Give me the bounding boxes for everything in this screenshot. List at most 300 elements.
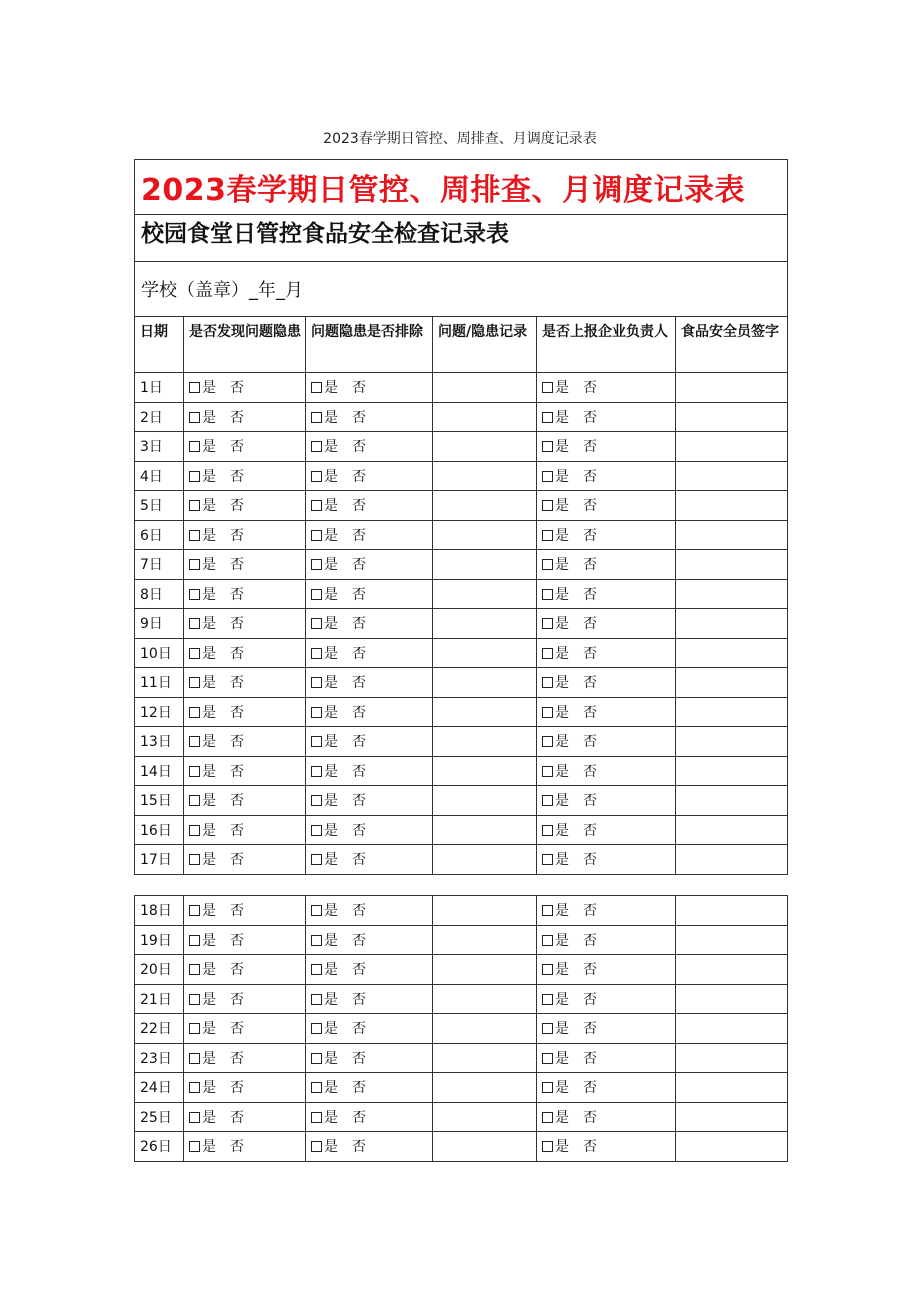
checkbox-icon[interactable]: [189, 530, 200, 541]
option-no-label[interactable]: 否: [352, 409, 366, 426]
option-no-label[interactable]: 否: [352, 586, 366, 603]
table-body-part1: [135, 373, 788, 875]
option-yes-label[interactable]: 是: [324, 586, 338, 603]
checkbox-icon[interactable]: [189, 1023, 200, 1034]
option-yes-label[interactable]: 是: [555, 616, 569, 633]
option-yes-label[interactable]: 是: [555, 380, 569, 397]
officer-signature-cell[interactable]: [676, 697, 788, 727]
checkbox-icon[interactable]: [542, 854, 553, 865]
checkbox-icon[interactable]: [189, 964, 200, 975]
checkbox-icon[interactable]: [311, 559, 322, 570]
hazard-record-cell[interactable]: [433, 845, 537, 875]
option-no-label[interactable]: 否: [583, 645, 597, 662]
checkbox-icon[interactable]: [311, 795, 322, 806]
option-yes-label[interactable]: 是: [324, 704, 338, 721]
checkbox-icon[interactable]: [311, 854, 322, 865]
option-no-label[interactable]: 否: [583, 822, 597, 839]
option-yes-label[interactable]: 是: [202, 763, 216, 780]
option-no-label[interactable]: 否: [352, 962, 366, 979]
option-yes-label[interactable]: 是: [202, 1021, 216, 1038]
option-no-label[interactable]: 否: [230, 704, 244, 721]
school-stamp-line[interactable]: 学校（盖章）_年_月: [135, 262, 788, 317]
option-yes-label[interactable]: 是: [324, 1021, 338, 1038]
hazard-record-cell[interactable]: [433, 1102, 537, 1132]
checkbox-icon[interactable]: [542, 766, 553, 777]
option-yes-label[interactable]: 是: [324, 822, 338, 839]
checkbox-icon[interactable]: [189, 1082, 200, 1093]
checkbox-icon[interactable]: [311, 707, 322, 718]
option-yes-label[interactable]: 是: [324, 793, 338, 810]
option-yes-label[interactable]: 是: [324, 557, 338, 574]
hazard-record-cell[interactable]: [433, 550, 537, 580]
option-no-label[interactable]: 否: [230, 763, 244, 780]
option-no-label[interactable]: 否: [352, 616, 366, 633]
option-no-label[interactable]: 否: [583, 991, 597, 1008]
option-no-label[interactable]: 否: [583, 704, 597, 721]
hazard-record-cell[interactable]: [433, 432, 537, 462]
option-no-label[interactable]: 否: [583, 1021, 597, 1038]
checkbox-icon[interactable]: [311, 825, 322, 836]
checkbox-icon[interactable]: [189, 441, 200, 452]
hazard-record-cell[interactable]: [433, 896, 537, 926]
checkbox-icon[interactable]: [542, 618, 553, 629]
checkbox-icon[interactable]: [542, 994, 553, 1005]
officer-signature-cell[interactable]: [676, 815, 788, 845]
option-no-label[interactable]: 否: [230, 675, 244, 692]
officer-signature-cell[interactable]: [676, 1102, 788, 1132]
option-yes-label[interactable]: 是: [202, 1080, 216, 1097]
option-yes-label[interactable]: 是: [555, 498, 569, 515]
officer-signature-cell[interactable]: [676, 1073, 788, 1103]
officer-signature-cell[interactable]: [676, 845, 788, 875]
option-no-label[interactable]: 否: [583, 793, 597, 810]
option-yes-label[interactable]: 是: [324, 1109, 338, 1126]
checkbox-icon[interactable]: [542, 441, 553, 452]
checkbox-icon[interactable]: [542, 471, 553, 482]
checkbox-icon[interactable]: [311, 382, 322, 393]
checkbox-icon[interactable]: [542, 964, 553, 975]
checkbox-icon[interactable]: [311, 1141, 322, 1152]
option-no-label[interactable]: 否: [352, 557, 366, 574]
officer-signature-cell[interactable]: [676, 609, 788, 639]
option-no-label[interactable]: 否: [583, 1080, 597, 1097]
option-no-label[interactable]: 否: [583, 932, 597, 949]
reported-to-manager-options: [542, 959, 597, 979]
option-no-label[interactable]: 否: [230, 527, 244, 544]
option-yes-label[interactable]: 是: [202, 557, 216, 574]
checkbox-icon[interactable]: [189, 589, 200, 600]
option-yes-label[interactable]: 是: [324, 1139, 338, 1156]
hazard-record-cell[interactable]: [433, 1132, 537, 1162]
option-yes-label[interactable]: 是: [202, 498, 216, 515]
option-yes-label[interactable]: 是: [202, 675, 216, 692]
officer-signature-cell[interactable]: [676, 638, 788, 668]
option-no-label[interactable]: 否: [352, 498, 366, 515]
option-no-label[interactable]: 否: [352, 675, 366, 692]
option-no-label[interactable]: 否: [230, 822, 244, 839]
checkbox-icon[interactable]: [311, 736, 322, 747]
officer-signature-cell[interactable]: [676, 925, 788, 955]
option-no-label[interactable]: 否: [352, 704, 366, 721]
officer-signature-cell[interactable]: [676, 1043, 788, 1073]
hazard-record-cell[interactable]: [433, 697, 537, 727]
checkbox-icon[interactable]: [189, 994, 200, 1005]
option-yes-label[interactable]: 是: [202, 903, 216, 920]
option-yes-label[interactable]: 是: [324, 439, 338, 456]
option-no-label[interactable]: 否: [352, 903, 366, 920]
option-no-label[interactable]: 否: [583, 409, 597, 426]
option-yes-label[interactable]: 是: [202, 439, 216, 456]
option-no-label[interactable]: 否: [230, 380, 244, 397]
option-yes-label[interactable]: 是: [555, 468, 569, 485]
checkbox-icon[interactable]: [542, 707, 553, 718]
option-no-label[interactable]: 否: [583, 380, 597, 397]
option-no-label[interactable]: 否: [352, 645, 366, 662]
hazard-record-cell[interactable]: [433, 373, 537, 403]
officer-signature-cell[interactable]: [676, 520, 788, 550]
checkbox-icon[interactable]: [542, 382, 553, 393]
checkbox-icon[interactable]: [542, 530, 553, 541]
checkbox-icon[interactable]: [311, 677, 322, 688]
checkbox-icon[interactable]: [311, 648, 322, 659]
hazard-removed-cell: [306, 579, 433, 609]
option-yes-label[interactable]: 是: [202, 704, 216, 721]
option-no-label[interactable]: 否: [352, 991, 366, 1008]
officer-signature-cell[interactable]: [676, 402, 788, 432]
hazard-record-cell[interactable]: [433, 668, 537, 698]
option-no-label[interactable]: 否: [352, 793, 366, 810]
hazard-record-cell[interactable]: [433, 579, 537, 609]
option-yes-label[interactable]: 是: [324, 852, 338, 869]
hazard-record-cell[interactable]: [433, 756, 537, 786]
checkbox-icon[interactable]: [311, 994, 322, 1005]
option-no-label[interactable]: 否: [230, 1050, 244, 1067]
option-yes-label[interactable]: 是: [324, 468, 338, 485]
checkbox-icon[interactable]: [189, 1053, 200, 1064]
option-no-label[interactable]: 否: [352, 1139, 366, 1156]
checkbox-icon[interactable]: [542, 412, 553, 423]
officer-signature-cell[interactable]: [676, 786, 788, 816]
checkbox-icon[interactable]: [542, 1141, 553, 1152]
checkbox-icon[interactable]: [542, 589, 553, 600]
checkbox-icon[interactable]: [189, 795, 200, 806]
option-yes-label[interactable]: 是: [324, 645, 338, 662]
column-header-row: [135, 317, 788, 373]
checkbox-icon[interactable]: [189, 559, 200, 570]
option-no-label[interactable]: 否: [583, 962, 597, 979]
option-yes-label[interactable]: 是: [202, 468, 216, 485]
reported-to-manager-cell: [537, 845, 676, 875]
form-subtitle: 校园食堂日管控食品安全检查记录表: [141, 221, 509, 247]
checkbox-icon[interactable]: [311, 935, 322, 946]
checkbox-icon[interactable]: [311, 905, 322, 916]
option-no-label[interactable]: 否: [583, 1139, 597, 1156]
option-yes-label[interactable]: 是: [555, 1109, 569, 1126]
option-yes-label[interactable]: 是: [324, 1050, 338, 1067]
option-no-label[interactable]: 否: [352, 852, 366, 869]
officer-signature-cell[interactable]: [676, 955, 788, 985]
option-yes-label[interactable]: 是: [202, 645, 216, 662]
checkbox-icon[interactable]: [542, 559, 553, 570]
option-no-label[interactable]: 否: [230, 1109, 244, 1126]
officer-signature-cell[interactable]: [676, 896, 788, 926]
option-yes-label[interactable]: 是: [202, 962, 216, 979]
option-yes-label[interactable]: 是: [555, 763, 569, 780]
option-no-label[interactable]: 否: [230, 1080, 244, 1097]
option-no-label[interactable]: 否: [230, 409, 244, 426]
option-yes-label[interactable]: 是: [202, 932, 216, 949]
option-no-label[interactable]: 否: [230, 439, 244, 456]
option-yes-label[interactable]: 是: [202, 527, 216, 544]
option-yes-label[interactable]: 是: [555, 991, 569, 1008]
checkbox-icon[interactable]: [189, 500, 200, 511]
option-no-label[interactable]: 否: [583, 852, 597, 869]
option-yes-label[interactable]: 是: [202, 991, 216, 1008]
option-yes-label[interactable]: 是: [324, 527, 338, 544]
option-no-label[interactable]: 否: [230, 852, 244, 869]
hazard-record-cell[interactable]: [433, 727, 537, 757]
option-yes-label[interactable]: 是: [202, 822, 216, 839]
option-no-label[interactable]: 否: [583, 557, 597, 574]
option-yes-label[interactable]: 是: [555, 557, 569, 574]
checkbox-icon[interactable]: [311, 618, 322, 629]
option-no-label[interactable]: 否: [352, 1109, 366, 1126]
checkbox-icon[interactable]: [189, 677, 200, 688]
checkbox-icon[interactable]: [311, 1112, 322, 1123]
option-yes-label[interactable]: 是: [202, 616, 216, 633]
option-no-label[interactable]: 否: [352, 439, 366, 456]
option-yes-label[interactable]: 是: [202, 1050, 216, 1067]
hazard-record-cell[interactable]: [433, 984, 537, 1014]
option-no-label[interactable]: 否: [230, 645, 244, 662]
option-yes-label[interactable]: 是: [555, 675, 569, 692]
option-no-label[interactable]: 否: [230, 793, 244, 810]
checkbox-icon[interactable]: [189, 736, 200, 747]
officer-signature-cell[interactable]: [676, 550, 788, 580]
option-no-label[interactable]: 否: [352, 734, 366, 751]
option-yes-label[interactable]: 是: [555, 734, 569, 751]
option-yes-label[interactable]: 是: [555, 586, 569, 603]
option-yes-label[interactable]: 是: [555, 704, 569, 721]
checkbox-icon[interactable]: [542, 500, 553, 511]
option-no-label[interactable]: 否: [352, 380, 366, 397]
option-no-label[interactable]: 否: [230, 932, 244, 949]
option-no-label[interactable]: 否: [352, 468, 366, 485]
option-yes-label[interactable]: 是: [324, 675, 338, 692]
checkbox-icon[interactable]: [311, 412, 322, 423]
option-no-label[interactable]: 否: [583, 903, 597, 920]
option-no-label[interactable]: 否: [230, 1021, 244, 1038]
option-no-label[interactable]: 否: [583, 439, 597, 456]
hazard-record-cell[interactable]: [433, 786, 537, 816]
option-yes-label[interactable]: 是: [324, 932, 338, 949]
officer-signature-cell[interactable]: [676, 579, 788, 609]
checkbox-icon[interactable]: [542, 1082, 553, 1093]
checkbox-icon[interactable]: [542, 795, 553, 806]
option-yes-label[interactable]: 是: [324, 991, 338, 1008]
checkbox-icon[interactable]: [542, 935, 553, 946]
checkbox-icon[interactable]: [542, 736, 553, 747]
day-cell: 7日: [135, 550, 184, 580]
checkbox-icon[interactable]: [189, 905, 200, 916]
option-yes-label[interactable]: 是: [555, 439, 569, 456]
option-no-label[interactable]: 否: [230, 468, 244, 485]
option-yes-label[interactable]: 是: [555, 1021, 569, 1038]
officer-signature-cell[interactable]: [676, 668, 788, 698]
checkbox-icon[interactable]: [189, 1112, 200, 1123]
checkbox-icon[interactable]: [189, 707, 200, 718]
option-yes-label[interactable]: 是: [555, 932, 569, 949]
checkbox-icon[interactable]: [542, 648, 553, 659]
option-no-label[interactable]: 否: [352, 1050, 366, 1067]
checkbox-icon[interactable]: [311, 1082, 322, 1093]
option-no-label[interactable]: 否: [230, 903, 244, 920]
option-no-label[interactable]: 否: [352, 822, 366, 839]
option-yes-label[interactable]: 是: [324, 903, 338, 920]
officer-signature-cell[interactable]: [676, 373, 788, 403]
officer-signature-cell[interactable]: [676, 491, 788, 521]
hazard-record-cell[interactable]: [433, 461, 537, 491]
option-no-label[interactable]: 否: [230, 586, 244, 603]
checkbox-icon[interactable]: [542, 825, 553, 836]
option-no-label[interactable]: 否: [230, 991, 244, 1008]
option-no-label[interactable]: 否: [583, 616, 597, 633]
option-yes-label[interactable]: 是: [202, 380, 216, 397]
option-yes-label[interactable]: 是: [555, 852, 569, 869]
option-yes-label[interactable]: 是: [202, 586, 216, 603]
hazard-record-cell[interactable]: [433, 491, 537, 521]
hazard-record-cell[interactable]: [433, 1073, 537, 1103]
day-cell: 24日: [135, 1073, 184, 1103]
officer-signature-cell[interactable]: [676, 1132, 788, 1162]
option-yes-label[interactable]: 是: [324, 1080, 338, 1097]
option-yes-label[interactable]: 是: [555, 1139, 569, 1156]
option-yes-label[interactable]: 是: [324, 962, 338, 979]
officer-signature-cell[interactable]: [676, 984, 788, 1014]
checkbox-icon[interactable]: [189, 382, 200, 393]
hazard-record-cell[interactable]: [433, 815, 537, 845]
option-yes-label[interactable]: 是: [555, 793, 569, 810]
hazard-found-cell: [184, 896, 306, 926]
option-yes-label[interactable]: 是: [324, 763, 338, 780]
checkbox-icon[interactable]: [542, 1053, 553, 1064]
checkbox-icon[interactable]: [189, 1141, 200, 1152]
option-yes-label[interactable]: 是: [324, 498, 338, 515]
hazard-record-cell[interactable]: [433, 925, 537, 955]
checkbox-icon[interactable]: [189, 935, 200, 946]
option-no-label[interactable]: 否: [583, 468, 597, 485]
officer-signature-cell[interactable]: [676, 432, 788, 462]
checkbox-icon[interactable]: [542, 1112, 553, 1123]
option-no-label[interactable]: 否: [583, 1050, 597, 1067]
option-yes-label[interactable]: 是: [555, 822, 569, 839]
checkbox-icon[interactable]: [311, 1053, 322, 1064]
checkbox-icon[interactable]: [311, 441, 322, 452]
officer-signature-cell[interactable]: [676, 1014, 788, 1044]
checkbox-icon[interactable]: [311, 471, 322, 482]
checkbox-icon[interactable]: [311, 589, 322, 600]
option-no-label[interactable]: 否: [230, 616, 244, 633]
checkbox-icon[interactable]: [189, 412, 200, 423]
option-yes-label[interactable]: 是: [202, 734, 216, 751]
checkbox-icon[interactable]: [189, 766, 200, 777]
hazard-record-cell[interactable]: [433, 609, 537, 639]
option-yes-label[interactable]: 是: [202, 1109, 216, 1126]
officer-signature-cell[interactable]: [676, 727, 788, 757]
checkbox-icon[interactable]: [189, 825, 200, 836]
option-yes-label[interactable]: 是: [555, 1050, 569, 1067]
option-yes-label[interactable]: 是: [555, 903, 569, 920]
option-no-label[interactable]: 否: [583, 586, 597, 603]
checkbox-icon[interactable]: [311, 964, 322, 975]
checkbox-icon[interactable]: [189, 471, 200, 482]
option-yes-label[interactable]: 是: [324, 409, 338, 426]
option-yes-label[interactable]: 是: [555, 527, 569, 544]
checkbox-icon[interactable]: [189, 854, 200, 865]
option-no-label[interactable]: 否: [230, 498, 244, 515]
checkbox-icon[interactable]: [311, 500, 322, 511]
option-no-label[interactable]: 否: [583, 734, 597, 751]
reported-to-manager-options: [542, 761, 597, 781]
option-yes-label[interactable]: 是: [324, 380, 338, 397]
option-yes-label[interactable]: 是: [202, 852, 216, 869]
hazard-record-cell[interactable]: [433, 955, 537, 985]
checkbox-icon[interactable]: [311, 766, 322, 777]
hazard-record-cell[interactable]: [433, 1043, 537, 1073]
option-no-label[interactable]: 否: [583, 675, 597, 692]
checkbox-icon[interactable]: [311, 1023, 322, 1034]
option-no-label[interactable]: 否: [583, 763, 597, 780]
checkbox-icon[interactable]: [311, 530, 322, 541]
option-no-label[interactable]: 否: [352, 763, 366, 780]
option-yes-label[interactable]: 是: [555, 962, 569, 979]
checkbox-icon[interactable]: [542, 677, 553, 688]
checkbox-icon[interactable]: [189, 618, 200, 629]
option-yes-label[interactable]: 是: [324, 734, 338, 751]
hazard-record-cell[interactable]: [433, 402, 537, 432]
option-yes-label[interactable]: 是: [202, 1139, 216, 1156]
option-yes-label[interactable]: 是: [202, 409, 216, 426]
hazard-record-cell[interactable]: [433, 638, 537, 668]
option-yes-label[interactable]: 是: [555, 645, 569, 662]
option-no-label[interactable]: 否: [583, 527, 597, 544]
option-no-label[interactable]: 否: [230, 1139, 244, 1156]
option-no-label[interactable]: 否: [583, 498, 597, 515]
option-yes-label[interactable]: 是: [555, 1080, 569, 1097]
officer-signature-cell[interactable]: [676, 756, 788, 786]
checkbox-icon[interactable]: [542, 905, 553, 916]
option-no-label[interactable]: 否: [352, 1080, 366, 1097]
checkbox-icon[interactable]: [542, 1023, 553, 1034]
option-yes-label[interactable]: 是: [324, 616, 338, 633]
option-no-label[interactable]: 否: [583, 1109, 597, 1126]
hazard-record-cell[interactable]: [433, 1014, 537, 1044]
hazard-record-cell[interactable]: [433, 520, 537, 550]
option-yes-label[interactable]: 是: [202, 793, 216, 810]
option-no-label[interactable]: 否: [230, 557, 244, 574]
reported-to-manager-cell: [537, 520, 676, 550]
option-no-label[interactable]: 否: [230, 962, 244, 979]
officer-signature-cell[interactable]: [676, 461, 788, 491]
option-no-label[interactable]: 否: [352, 1021, 366, 1038]
reported-to-manager-cell: [537, 1014, 676, 1044]
form-subtitle-cell: [135, 215, 788, 262]
option-yes-label[interactable]: 是: [555, 409, 569, 426]
option-no-label[interactable]: 否: [230, 734, 244, 751]
checkbox-icon[interactable]: [189, 648, 200, 659]
option-no-label[interactable]: 否: [352, 932, 366, 949]
option-no-label[interactable]: 否: [352, 527, 366, 544]
